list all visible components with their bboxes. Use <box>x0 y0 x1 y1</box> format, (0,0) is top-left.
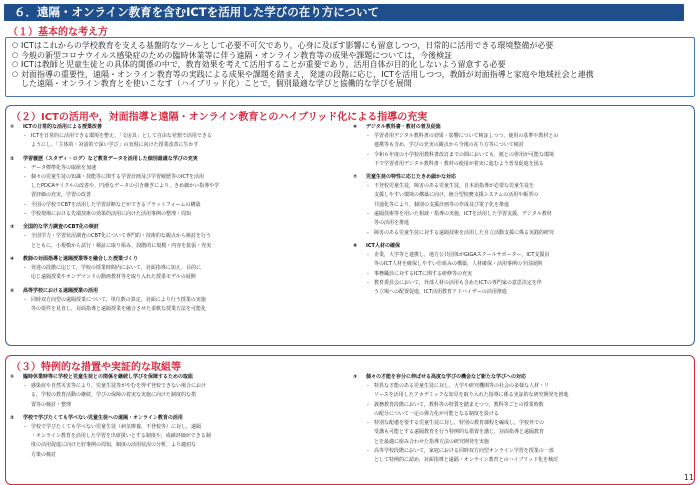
measure-item-detail: - 全国の学校でCBTを活用した学習診断などができるプラットフォームの構築 <box>23 201 348 210</box>
measure-item-number: ④ <box>10 255 15 262</box>
measure-item-detail: - ICTを日常的に活用できる環境を整え，「文房具」として自由な発想で活用できる <box>23 132 348 141</box>
measure-item-title-text: デジタル教科書・教材の普及促進 <box>366 124 441 130</box>
measure-item-detail-list <box>10 423 348 460</box>
measure-item-detail: 等の要件を見直し，対面指導と遠隔授業を融合させた柔軟な授業方法を可能化 <box>31 305 207 312</box>
measure-item-detail: う立場への配置促進，ICT活用教育アドバイザーの活用推進 <box>374 289 507 296</box>
measure-item-detail: - 学校現場における先端技術の効果的活用に向けた活用事例の整理・周知 <box>23 210 348 219</box>
measure-item <box>353 372 691 469</box>
measure-item-detail: とを最適に組み合わせた指導方法の研究開発を実施 <box>374 438 490 445</box>
measure-item-number: ⑦ <box>353 174 358 181</box>
measure-item-detail: - 高等学校段階において，家庭における同時双方向型オンライン学習を授業の一部 <box>366 447 691 456</box>
measure-item-detail-list <box>10 232 348 251</box>
basic-principle-bullet: した遠隔・オンライン教育とを使いこなす（ハイブリッド化）ことで，個別最適な学びと協働的な学びを展開 <box>21 79 412 89</box>
measure-item-detail-list <box>10 264 348 283</box>
measure-item-title-text: 学校で学びたくても学べない児童生徒への遠隔・オンライン教育の活用 <box>23 414 183 421</box>
measure-item-title-text: 個々の才能を存分に伸ばせる高度な学びの機会など新たな学びへの対応 <box>366 374 527 380</box>
measure-item-detail: したPDCAサイクルの改善や，円滑なデータの引き継ぎにより，きめ細かい指導や学 <box>31 183 220 190</box>
measure-item-detail: - 教育委員会において，外部人材の活用も含めたICTの専門家の意思決定を伴 <box>366 279 691 288</box>
basic-principle-bullet: ○ ICTは教師と児童生徒との具体的関係の中で，教育効果を考えて活用することが重要であり，活用自体が目的化しないよう留意する必要 <box>12 60 688 70</box>
measure-item-detail: - 学校で学びたくても学べない児童生徒（病気療養，不登校等）に対し，遠隔 <box>23 423 348 432</box>
measure-item-title-text: 高等学校における遠隔授業の活用 <box>23 287 99 294</box>
measure-item <box>10 154 348 223</box>
measure-item-detail: 共通化等により，個別の支援計画等の作成及び電子化を推進 <box>374 201 510 208</box>
measure-item-detail: - 義務教育段階において，教科等の特質を踏まえつつ，教科等ごとの授業時数 <box>366 401 691 410</box>
measure-item-detail: - データ標準化等の取組を加速 <box>23 164 348 173</box>
measure-item-title <box>353 122 691 132</box>
section2-heading: （２）ICTの活用や，対面指導と遠隔・オンライン教育とのハイブリッド化による指導の充実 <box>11 112 428 123</box>
measure-item-detail: - 企業，大学等と連携し，地方公共団体がGIGAスクールサポーター，ICT支援員 <box>366 251 691 260</box>
measure-item <box>353 241 691 300</box>
measure-item <box>10 122 348 154</box>
measure-item-number: ⑧ <box>353 242 358 249</box>
measure-item-title-text: 児童生徒の特性に応じたきめ細かな対応 <box>366 174 457 181</box>
section1-box <box>5 37 695 97</box>
measure-item-number: ③ <box>10 224 15 231</box>
measure-item-number: ② <box>10 155 15 162</box>
measure-item-detail: - 遠隔技術等を用いた相談・指導の実施，ICTを活用した学習支援，デジタル教材 <box>366 210 691 219</box>
measure-item <box>10 413 348 463</box>
measure-item <box>353 172 691 241</box>
measure-item-detail-list <box>10 164 348 220</box>
measure-item <box>10 286 348 318</box>
measure-item-number: ① <box>10 374 15 380</box>
measure-item-detail-list <box>10 296 348 315</box>
measure-item-number: ① <box>10 124 15 130</box>
measure-item-detail: - 全国学力・学習状況調査のCBT化について専門的・技術的な観点から検討を行う <box>23 232 348 241</box>
section3-right-column <box>353 372 691 469</box>
measure-item-title-text: 教師の対面指導と遠隔授業等を融合した授業づくり <box>23 255 139 262</box>
measure-item-detail: 習評価の充実，学習の改善 <box>31 192 92 199</box>
measure-item-detail-list <box>353 182 691 238</box>
measure-item-detail: 支援しやすい環境の構築に向け，統合型校務支援システムの活用や帳票の <box>374 192 539 199</box>
basic-principle-bullet: ○ 対面指導の重要性，遠隔・オンライン教育等の実践による成果や課題を踏まえ，発達の段階に応じ，ICTを活用しつつ，教師が対面指導と家庭や地域社会と連携 <box>12 70 688 80</box>
measure-item-detail: - 感染症や自然災害等により，児童生徒等がやむを得ず登校できない場合におけ <box>23 382 348 391</box>
measure-item-detail: 応じ遠隔授業やオンデマンドの動画教材等を取り入れた授業モデルの展開 <box>31 274 196 281</box>
section2-right-column <box>353 122 691 300</box>
measure-item-detail: 度の活用促進に向けた好事例の周知，制度の活用状況の分析，より適切な <box>31 442 197 449</box>
section2-box <box>5 105 695 346</box>
measure-item-title <box>10 413 348 423</box>
measure-item-detail: 受講も可能とする遠隔教育を行う特例的な措置を講じ，対面指導と遠隔教育 <box>374 429 545 436</box>
measure-item <box>353 122 691 172</box>
measure-item-detail: 等の活用を推進 <box>374 220 410 227</box>
measure-item-title <box>353 241 691 251</box>
measure-item-title-text: ICTの日常的な活用による授業改善 <box>23 124 102 130</box>
measure-item-title-text: ICT人材の確保 <box>366 242 400 249</box>
measure-item-detail: ・オンライン教育を活用した学習を出席扱いとする制度や，成績評価ができる制 <box>31 433 211 440</box>
measure-item-detail: - 不登校児童生徒，障害のある児童生徒，日本語指導が必要な児童生徒を <box>366 182 691 191</box>
page-title: ６．遠隔・オンライン教育を含むICTを活用した学びの在り方について <box>4 4 684 21</box>
measure-item-title <box>10 222 348 232</box>
measure-item-number: ⑤ <box>10 287 15 294</box>
measure-item-detail: - 令和６年度の小学校用教科書改訂までの間においても，紙との併用が可能な環境 <box>366 151 691 160</box>
measure-item-title <box>10 122 348 132</box>
measure-item-detail-list <box>353 382 691 466</box>
section3-left-column <box>10 372 348 463</box>
measure-item-detail-list <box>10 132 348 151</box>
measure-item-detail: とともに，小規模から試行・検証に取り組み，段階的に規模・内容を拡張・充実 <box>31 242 212 249</box>
page-number: 11 <box>683 473 694 482</box>
measure-item <box>10 372 348 413</box>
measure-item-detail-list <box>353 251 691 297</box>
measure-item-detail: ようにし，「主体的・対話的で深い学び」の実現に向けた授業改善に生かす <box>31 142 199 149</box>
section2-left-column <box>10 122 348 317</box>
section1-heading: （１）基本的な考え方 <box>8 27 108 38</box>
measure-item-detail: - 障害のある児童生徒に対する遠隔技術を活用した自立活動支援に係る実践的研究 <box>366 229 691 238</box>
measure-item-detail: - 特別な配慮を要する児童生徒に対し，特別の教育課程を編成し，学校外での <box>366 419 691 428</box>
measure-item-title <box>10 254 348 264</box>
measure-item-title <box>353 372 691 382</box>
measure-item-detail: - 特異な才能のある児童生徒に対し，大学や研究機関等の社会の多様な人材・リ <box>366 382 691 391</box>
measure-item-detail: 連携等も含め，学びの充実の観点から今後の在り方等について検討 <box>374 142 524 149</box>
measure-item-title-text: 臨時休業時等に学校と児童生徒との関係を継続し学びを保障するための取組 <box>23 374 194 380</box>
basic-principle-bullet: ○ 今般の新型コロナウイルス感染症のための臨時休業等に伴う遠隔・オンライン教育等の成果や課題については，今後検証 <box>12 51 688 61</box>
measure-item-detail: - 個々の児童生徒の知識・技能等に関する学習計画及び学習履歴等のICTを活用 <box>23 173 348 182</box>
measure-item-detail: 等のICT人材を確保しやすい仕組みの構築，人材確保・活用事例の全国展開 <box>374 261 543 268</box>
measure-item-detail: 置等の検討・整理 <box>31 401 72 408</box>
measure-item-number: ⑥ <box>353 124 358 130</box>
measure-item-title <box>353 172 691 182</box>
section3-heading: （３）特例的な措置や実証的な取組等 <box>11 362 181 373</box>
section3-box <box>5 355 695 485</box>
measure-item-detail-list <box>353 132 691 169</box>
measure-item-number: ③ <box>353 374 358 380</box>
measure-item-detail: の配分について一定の弾力化が可能となる制度を設ける <box>374 410 499 417</box>
measure-item-detail: - 学習者用デジタル教科書の効果・影響について検証しつつ，使用の基準や教材との <box>366 132 691 141</box>
measure-item-detail: - 同時双方向型の遠隔授業について，単位数の算定，対面により行う授業の実施 <box>23 296 348 305</box>
measure-item-title-text: 全国的な学力調査のCBT化の検討 <box>23 224 99 231</box>
measure-item-detail: - 発達の段階に応じて，学校の授業時間内において，対面指導に加え，目的に <box>23 264 348 273</box>
measure-item-detail: - 事務職員に対するICTに関する研修等の充実 <box>366 270 691 279</box>
measure-item-number: ② <box>10 414 15 421</box>
measure-item-title <box>10 286 348 296</box>
measure-item-detail: 方策の検討 <box>31 451 57 458</box>
basic-principle-bullet: ○ ICTはこれからの学校教育を支える基盤的なツールとして必要不可欠であり，心身に及ぼす影響にも留意しつつ，日常的に活用できる環境整備が必要 <box>12 41 688 51</box>
measure-item-detail: る，学校の教育活動の継続，学びの保障の着実な実施に向けた制度的な措 <box>31 392 197 399</box>
section1-bullet-list <box>12 41 688 89</box>
measure-item-detail: 下で学習者用デジタル教科書・教材の使用が着実に進むよう普及促進を図る <box>374 160 544 167</box>
measure-item-detail: ソースを活用したアカデミックな知見を取り入れた指導に係る実証的な研究開発を推進 <box>374 392 569 399</box>
measure-item-title-text: 学習履歴（スタディ・ログ）など教育データを活用した個別最適な学びの充実 <box>23 155 198 162</box>
measure-item <box>10 222 348 254</box>
measure-item-title <box>10 372 348 382</box>
measure-item-title <box>10 154 348 164</box>
measure-item <box>10 254 348 286</box>
measure-item-detail-list <box>10 382 348 410</box>
measure-item-detail: として特例的に認め，対面指導と遠隔・オンライン教育とのハイブリッド化を検討 <box>374 457 559 464</box>
